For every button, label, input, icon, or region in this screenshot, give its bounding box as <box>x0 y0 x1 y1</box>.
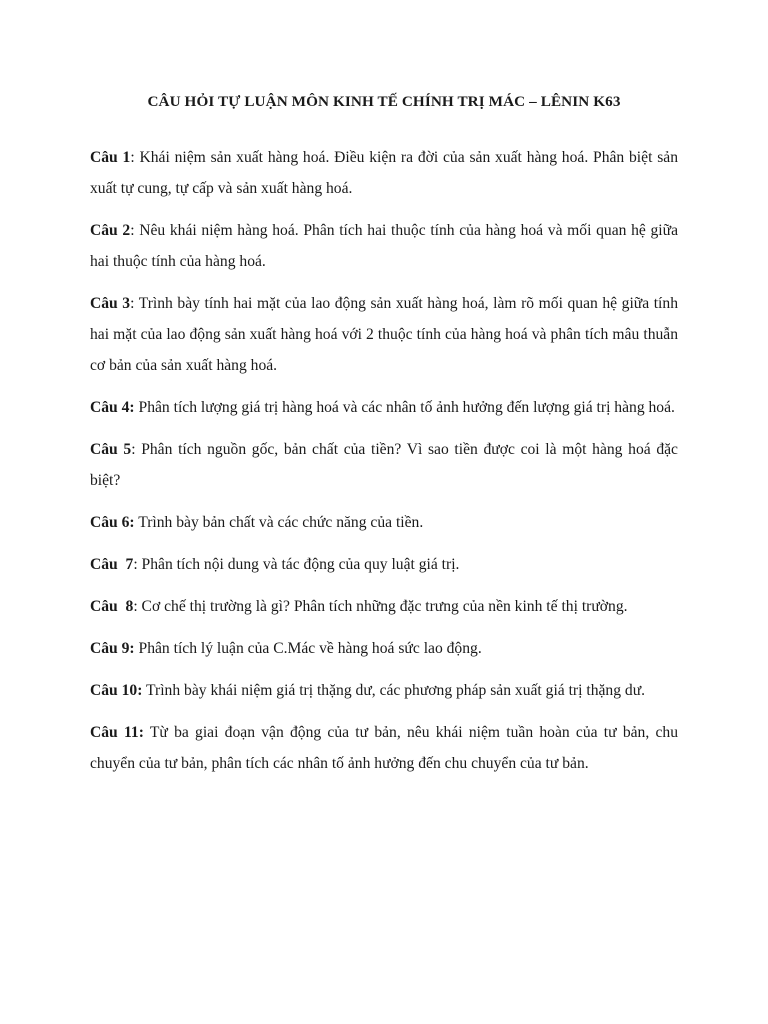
question-label: Câu 3 <box>90 295 131 312</box>
question-label: Câu 1 <box>90 149 131 166</box>
question-text: : Khái niệm sản xuất hàng hoá. Điều kiện ra đời của sản xuất hàng hoá. Phân biệt sản xuất tự cung, tự cấp và sản xuất hàng hoá. <box>90 149 678 197</box>
question-text: Phân tích lý luận của C.Mác về hàng hoá sức lao động. <box>134 640 482 657</box>
question-10 <box>90 675 678 706</box>
question-text: : Cơ chế thị trường là gì? Phân tích những đặc trưng của nền kinh tế thị trường. <box>133 598 628 615</box>
question-text: : Trình bày tính hai mặt của lao động sản xuất hàng hoá, làm rõ mối quan hệ giữa tính hai mặt của lao động sản xuất hàng hoá với 2 thuộc tính của hàng hoá và phân tích mâu thuẫn cơ bản của sản xuất hàng hoá. <box>90 295 678 374</box>
question-label: Câu 7 <box>90 556 134 573</box>
question-text: : Nêu khái niệm hàng hoá. Phân tích hai thuộc tính của hàng hoá và mối quan hệ giữa hai thuộc tính của hàng hoá. <box>90 222 678 270</box>
question-label: Câu 10: <box>90 682 143 699</box>
question-text: Phân tích lượng giá trị hàng hoá và các nhân tố ảnh hưởng đến lượng giá trị hàng hoá. <box>134 399 675 416</box>
question-text: Từ ba giai đoạn vận động của tư bản, nêu khái niệm tuần hoàn của tư bản, chu chuyển của tư bản, phân tích các nhân tố ảnh hưởng đến chu chuyển của tư bản. <box>90 724 678 772</box>
question-3 <box>90 288 678 381</box>
question-text: Trình bày bản chất và các chức năng của tiền. <box>134 514 424 531</box>
question-label: Câu 5 <box>90 441 132 458</box>
question-label: Câu 9: <box>90 640 135 657</box>
question-label: Câu 4: <box>90 399 135 416</box>
question-label: Câu 6: <box>90 514 135 531</box>
question-text: : Phân tích nguồn gốc, bản chất của tiền? Vì sao tiền được coi là một hàng hoá đặc biệt? <box>90 441 678 489</box>
question-label: Câu 8 <box>90 598 134 615</box>
question-2 <box>90 215 678 277</box>
page-title: CÂU HỎI TỰ LUẬN MÔN KINH TẾ CHÍNH TRỊ MÁC – LÊNIN K63 <box>147 93 621 110</box>
question-1 <box>90 142 678 204</box>
question-4 <box>90 392 678 423</box>
question-8 <box>90 591 678 622</box>
question-6 <box>90 507 678 538</box>
question-label: Câu 2 <box>90 222 131 239</box>
question-7 <box>90 549 678 580</box>
question-label: Câu 11: <box>90 724 144 741</box>
question-9 <box>90 633 678 664</box>
question-text: : Phân tích nội dung và tác động của quy luật giá trị. <box>133 556 460 573</box>
question-text: Trình bày khái niệm giá trị thặng dư, các phương pháp sản xuất giá trị thặng dư. <box>142 682 646 699</box>
question-list <box>90 142 678 779</box>
question-5 <box>90 434 678 496</box>
question-11 <box>90 717 678 779</box>
